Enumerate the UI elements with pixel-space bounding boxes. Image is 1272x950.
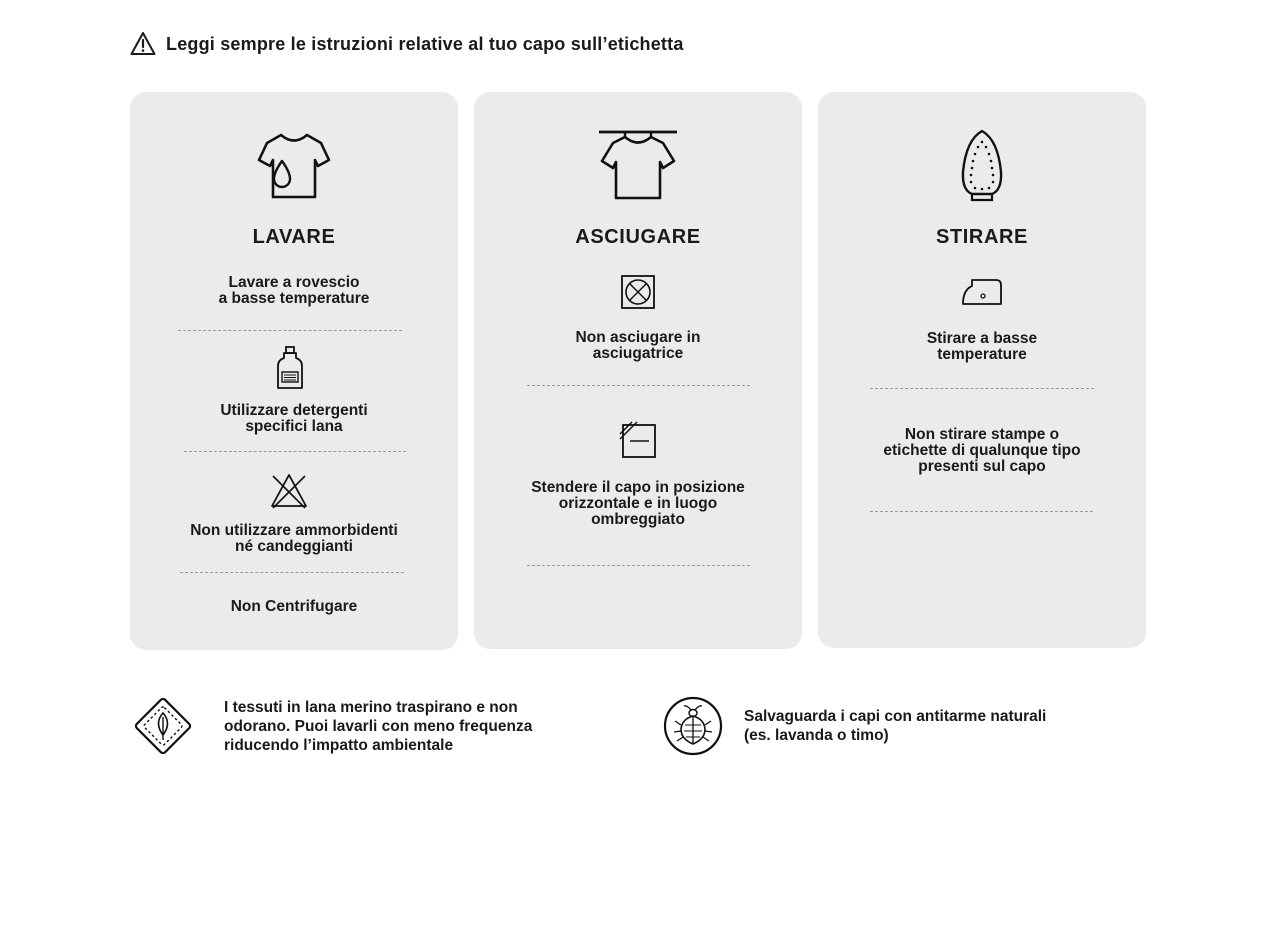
info-moth — [662, 695, 1046, 757]
card-lavare — [130, 92, 458, 650]
notice-text: Leggi sempre le istruzioni relative al tuo capo sull’etichetta — [166, 33, 684, 54]
card-title: ASCIUGARE — [575, 226, 701, 248]
warning-icon — [130, 31, 156, 57]
card-asciugare — [474, 92, 802, 649]
care-instruction: Non utilizzare ammorbidenti né candeggianti — [190, 522, 398, 555]
tshirt-drop-icon — [254, 128, 334, 202]
no-bleach-icon — [269, 472, 309, 510]
iron-low-temp-icon — [960, 276, 1004, 308]
card-stirare — [818, 92, 1146, 648]
divider — [527, 565, 750, 566]
card-title: LAVARE — [252, 226, 336, 248]
divider — [178, 330, 402, 331]
no-tumble-dry-icon — [620, 274, 656, 310]
care-instruction: Non Centrifugare — [230, 598, 358, 615]
dry-flat-shade-icon — [619, 421, 657, 459]
detergent-bottle-icon — [274, 345, 306, 391]
tshirt-hanging-icon — [596, 128, 680, 202]
care-instruction: Utilizzare detergenti specifici lana — [220, 402, 368, 435]
care-instruction: Lavare a rovescio a basse temperature — [218, 274, 370, 307]
info-text: I tessuti in lana merino traspirano e non odorano. Puoi lavarli con meno frequenza riducendo l’impatto ambientale — [224, 698, 533, 754]
iron-soleplate-icon — [958, 128, 1006, 202]
divider — [180, 572, 404, 573]
care-notice — [130, 30, 684, 58]
moth-icon — [662, 695, 724, 757]
divider — [527, 385, 750, 386]
divider — [870, 511, 1093, 512]
card-title: STIRARE — [936, 226, 1028, 248]
care-instruction: Stendere il capo in posizione orizzontale e in luogo ombreggiato — [531, 479, 745, 528]
merino-leaf-icon — [130, 693, 196, 759]
care-instruction: Non asciugare in asciugatrice — [575, 329, 701, 362]
divider — [184, 451, 406, 452]
info-merino — [130, 693, 532, 759]
care-instruction: Non stirare stampe o etichette di qualunque tipo presenti sul capo — [883, 426, 1081, 475]
divider — [870, 388, 1094, 389]
info-text: Salvaguarda i capi con antitarme naturali (es. lavanda o timo) — [744, 708, 1047, 744]
care-instruction: Stirare a basse temperature — [926, 330, 1038, 363]
